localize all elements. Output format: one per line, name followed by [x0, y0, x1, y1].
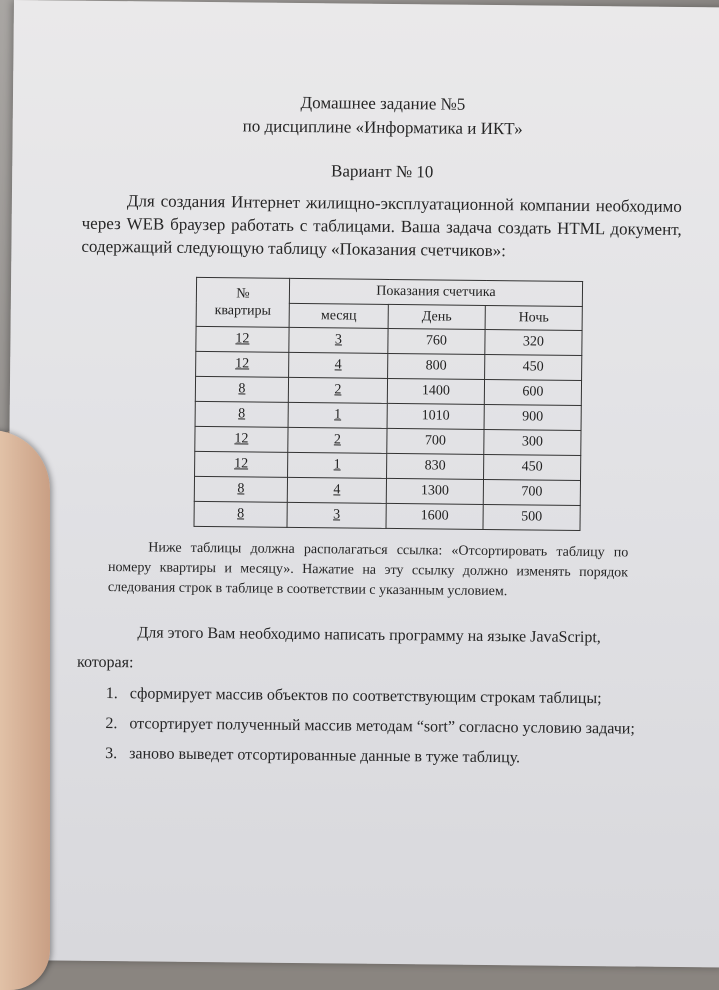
paper-sheet — [4, 0, 719, 967]
day-cell: 760 — [388, 328, 485, 354]
night-cell: 450 — [484, 454, 581, 480]
month-cell[interactable]: 3 — [287, 502, 386, 528]
apartment-cell[interactable]: 12 — [196, 351, 289, 377]
list-item: 3. заново выведет отсортированные данные в туже таблицу. — [121, 742, 676, 772]
night-cell: 450 — [485, 354, 582, 380]
night-cell: 320 — [485, 329, 582, 355]
hand — [0, 430, 50, 990]
night-header: Ночь — [485, 305, 582, 330]
intro-paragraph: Для создания Интернет жилищно-эксплуатационной компании необходимо через WEB браузер работать с таблицами. Ваша задача создать HTML документ, содержащий следующую таблицу «Показания счетчиков»: — [81, 191, 682, 261]
night-cell: 300 — [484, 429, 581, 455]
apartment-cell[interactable]: 12 — [195, 426, 288, 452]
night-cell: 700 — [483, 479, 580, 505]
month-cell[interactable]: 4 — [289, 352, 388, 378]
month-header: месяц — [289, 303, 388, 328]
list-item: 2. отсортирует полученный массив методам “sort” согласно условию задачи; — [121, 712, 676, 742]
apartment-cell[interactable]: 8 — [195, 376, 288, 402]
night-cell: 600 — [484, 379, 581, 405]
apartment-cell[interactable]: 8 — [194, 501, 287, 527]
month-cell[interactable]: 4 — [287, 477, 386, 503]
month-cell[interactable]: 2 — [288, 427, 387, 453]
month-cell[interactable]: 1 — [288, 452, 387, 478]
month-cell[interactable]: 3 — [289, 327, 388, 353]
apartment-cell[interactable]: 12 — [195, 451, 288, 477]
night-cell: 500 — [483, 504, 580, 530]
night-cell: 900 — [484, 404, 581, 430]
month-cell[interactable]: 2 — [288, 377, 387, 403]
day-cell: 1010 — [387, 403, 484, 429]
program-paragraph: Для этого Вам необходимо написать программу на языке JavaScript, — [137, 624, 601, 647]
document-content — [76, 89, 683, 778]
apartment-header-label: квартиры — [214, 303, 271, 319]
day-cell: 700 — [387, 428, 484, 454]
steps-list — [76, 682, 677, 772]
apartment-header — [196, 277, 290, 327]
day-cell: 1400 — [387, 378, 484, 404]
day-cell: 1600 — [386, 503, 483, 529]
list-item: 1. сформирует массив объектов по соответствующим строкам таблицы; — [122, 682, 677, 712]
apartment-cell[interactable]: 8 — [194, 476, 287, 502]
day-header: День — [388, 304, 485, 329]
day-cell: 800 — [388, 353, 485, 379]
apartment-cell[interactable]: 8 — [195, 401, 288, 427]
day-cell: 830 — [387, 453, 484, 479]
apartment-cell[interactable]: 12 — [196, 326, 289, 352]
apartment-header-number: № — [236, 286, 250, 302]
discipline-title: по дисциплине «Информатика и ИКТ» — [242, 116, 523, 139]
table-row — [194, 501, 580, 530]
variant-title: Вариант № 10 — [330, 161, 434, 182]
day-cell: 1300 — [386, 478, 483, 504]
which-label: которая: — [76, 653, 134, 672]
sort-link-note: Ниже таблицы должна располагаться ссылка: «Отсортировать таблицу по номеру квартиры и месяцу». Нажатие на эту ссылку должно изменять порядок следования строк в таблице в соответствии с указанным условием. — [107, 540, 629, 600]
assignment-title: Домашнее задание №5 — [300, 93, 466, 114]
readings-group-header: Показания счетчика — [289, 278, 582, 306]
readings-table — [193, 277, 583, 531]
month-cell[interactable]: 1 — [288, 402, 387, 428]
